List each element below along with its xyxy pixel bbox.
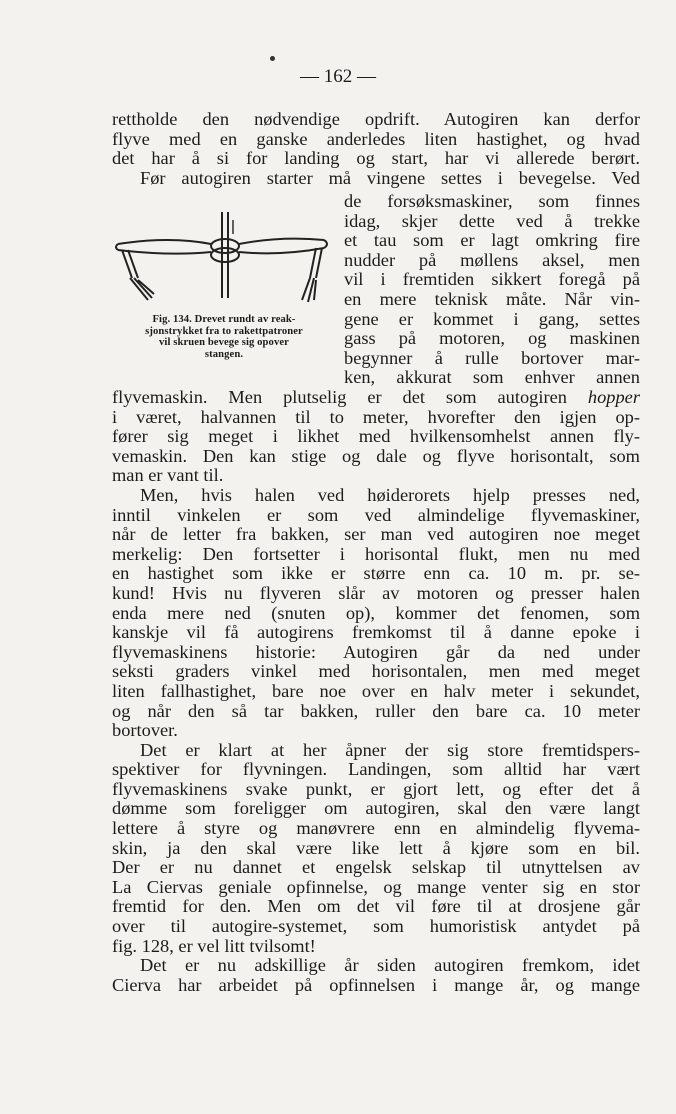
caption-line: Fig. 134. Drevet rundt av reak- [152, 314, 296, 325]
figure-caption [110, 314, 338, 360]
body-line: Der er nu dannet et engelsk selskap til utnyttelsen av [112, 857, 640, 878]
body-line: flyvemaskinens svake punkt, er gjort lett, og efter det å [112, 778, 640, 799]
body-line: fremtid for den. Men om det vil føre til at drosjene går [112, 896, 640, 917]
body-line: dømme som foreligger om autogiren, skal den være langt [112, 798, 640, 819]
page-speck [270, 56, 275, 61]
body-line: Men, hvis halen ved høiderorets hjelp presses ned, [140, 484, 640, 505]
caption-line: sjonstrykket fra to rakettpatroner [145, 325, 303, 337]
body-wrap-column [344, 192, 640, 388]
page-number: — 162 — [300, 66, 376, 87]
body-line: idag, skjer dette ved å trekke [344, 210, 640, 231]
caption-line: vil skruen bevege sig opover [159, 337, 289, 349]
body-line: merkelig: Den fortsetter i horisontal flukt, men nu med [112, 543, 640, 564]
body-line: bortover. [112, 720, 178, 741]
caption-line: stangen. [204, 348, 244, 360]
body-line: Det er klart at her åpner der sig store fremtidspers- [140, 739, 640, 760]
body-line: i været, halvannen til to meter, hvorefter den igjen op- [112, 406, 640, 427]
figure-134 [110, 200, 338, 368]
body-line: skin, ja den skal være like lett å kjøre som en bil. [112, 837, 640, 858]
body-line: vemaskin. Den kan stige og dale og flyve horisontalt, som [112, 445, 640, 466]
body-line: flyvemaskin. Men plutselig er det som autogiren hopper [112, 387, 640, 407]
body-line: begynner å rulle bortover mar- [344, 347, 640, 368]
body-line: ken, akkurat som enhver annen [344, 367, 640, 388]
body-line: inntil vinkelen er som ved almindelige flyvemaskiner, [112, 504, 640, 525]
body-line: fører sig meget i likhet med hvilkensomhelst annen fly- [112, 426, 640, 447]
body-line: Cierva har arbeidet på opfinnelsen i mange år, og mange [112, 974, 640, 995]
body-line: man er vant til. [112, 465, 224, 486]
body-line: seksti graders vinkel med horisontalen, men med meget [112, 661, 640, 682]
body-line: de forsøksmaskiner, som finnes [344, 191, 640, 211]
body-line: en mere teknisk måte. Når vin- [344, 288, 640, 309]
body-line: spektiver for flyvningen. Landingen, som alltid har vært [112, 759, 640, 780]
body-line: enda mere ned (snuten op), kommer det fenomen, som [112, 602, 640, 623]
body-line: over til autogire-systemet, som humoristisk antydet på [112, 916, 640, 937]
body-line: Det er nu adskillige år siden autogiren fremkom, idet [140, 955, 640, 976]
body-line: og når den så tar bakken, ruller den bare ca. 10 meter [112, 700, 640, 721]
body-line: når de letter fra bakken, ser man ved autogiren noe meget [112, 524, 640, 545]
body-line: vil i fremtiden sikkert foregå på [344, 269, 640, 290]
body-line: kund! Hvis nu flyveren slår av motoren og presser halen [112, 582, 640, 603]
emphasis-word: hopper [587, 387, 640, 407]
body-line: Før autogiren starter må vingene settes i bevegelse. Ved [140, 167, 640, 188]
body-top-block [112, 110, 640, 188]
body-line: gass på motoren, og maskinen [344, 328, 640, 349]
body-line: flyvemaskinens historie: Autogiren går da ned under [112, 641, 640, 662]
body-line: gene er kommet i gang, settes [344, 308, 640, 329]
body-line: rettholde den nødvendige opdrift. Autogiren kan derfor [112, 109, 640, 129]
body-line: nudder på møllens aksel, men [344, 249, 640, 270]
body-line: det har å si for landing og start, har vi allerede berørt. [112, 148, 640, 169]
body-main-block [112, 388, 640, 995]
body-line: et tau som er lagt omkring fire [344, 230, 640, 251]
body-line: fig. 128, er vel litt tvilsomt! [112, 935, 316, 956]
body-line: flyve med en ganske anderledes liten hastighet, og hvad [112, 128, 640, 149]
autogiro-rotor-icon [110, 200, 338, 310]
body-line: liten fallhastighet, bare noe over en halv meter i sekundet, [112, 680, 640, 701]
body-line: lettere å styre og manøvrere enn en almindelig flyvema- [112, 818, 640, 839]
body-line: en hastighet som ikke er større enn ca. 10 m. pr. se- [112, 563, 640, 584]
body-line: La Ciervas geniale opfinnelse, og mange venter sig en stor [112, 876, 640, 897]
body-line: kanskje vil få autogirens fremkomst til å danne epoke i [112, 622, 640, 643]
